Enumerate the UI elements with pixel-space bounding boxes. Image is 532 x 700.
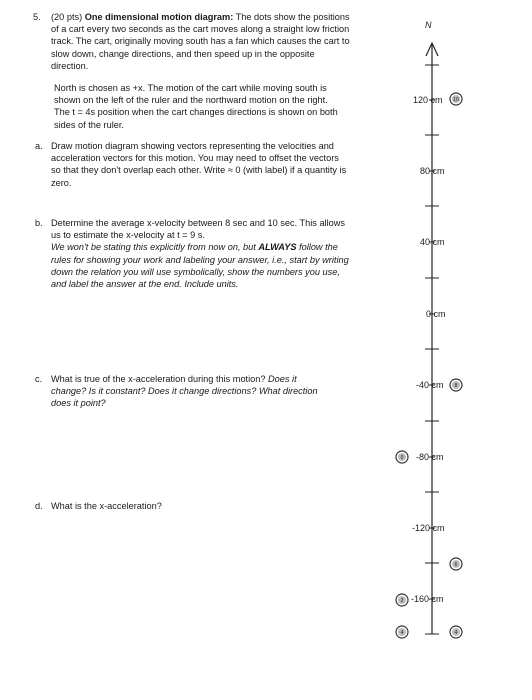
direction-note: North is chosen as +x. The motion of the cart while moving south is shown on the left of the ruler and the northward motion on the right. The t = 4s position when the cart changes directions is shown on both sides of the ruler. xyxy=(54,83,338,130)
ruler-label-neg120: -120 cm xyxy=(412,523,445,533)
position-dot xyxy=(396,594,408,606)
ruler-label-120: 120 cm xyxy=(413,95,443,105)
part-c-label: c. xyxy=(35,374,43,384)
question-title: One dimensional motion diagram: xyxy=(84,12,234,22)
position-dot xyxy=(396,451,408,463)
ruler-label-neg80: -80 cm xyxy=(416,452,444,462)
question-points: (20 pts) xyxy=(51,12,83,22)
part-b-question: Determine the average x-velocity between 8 sec and 10 sec. This allows us to estimate the x-velocity at t = 9 s. xyxy=(51,218,345,241)
question-intro-text: The dots show the positions of a cart every two seconds as the cart moves along a straight low friction track. The cart, originally moving south has a fan which causes the cart to slow down, change directions, and then speed up in the opposite direction. xyxy=(51,12,350,71)
svg-text:6: 6 xyxy=(454,562,458,568)
part-b-instructions: We won't be stating this explicitly from now on, but ALWAYS follow the rules for showing your work and labeling your answer, i.e., start by writing down the relation you will use symbolically, show the numbers you use, and label the answer at the end. Include units. xyxy=(51,242,349,290)
svg-text:10: 10 xyxy=(453,97,459,103)
ruler-label-neg40: -40 cm xyxy=(416,380,444,390)
part-c-hints: Does it change? Is it constant? Does it change directions? What direction does it point? xyxy=(51,374,318,409)
question-number: 5. xyxy=(33,12,41,22)
part-d-text: What is the x-acceleration? xyxy=(51,501,162,511)
ruler-label-neg160: -160 cm xyxy=(411,594,444,604)
svg-text:0: 0 xyxy=(400,455,404,461)
north-axis-label: N xyxy=(425,20,432,30)
ruler-label-40: 40 cm xyxy=(420,237,445,247)
part-d-label: d. xyxy=(35,501,43,511)
position-dot xyxy=(450,626,462,638)
part-a-label: a. xyxy=(35,141,43,151)
svg-text:8: 8 xyxy=(454,383,458,389)
svg-text:4: 4 xyxy=(400,630,404,636)
ruler-label-0: 0 cm xyxy=(426,309,446,319)
part-b-label: b. xyxy=(35,218,43,228)
position-dot xyxy=(396,626,408,638)
svg-text:2: 2 xyxy=(400,598,404,604)
part-c-question: What is true of the x-acceleration during this motion? xyxy=(51,374,266,384)
position-dot xyxy=(450,93,462,105)
part-a-text: Draw motion diagram showing vectors representing the velocities and acceleration vectors for this motion. You may need to offset the vectors so that they don't overlap each other. Write ≈ 0 (with label) if a quantity is zero. xyxy=(51,141,347,188)
ruler-label-80: 80 cm xyxy=(420,166,445,176)
position-dot xyxy=(450,558,462,570)
svg-text:4: 4 xyxy=(454,630,458,636)
position-dot xyxy=(450,379,462,391)
